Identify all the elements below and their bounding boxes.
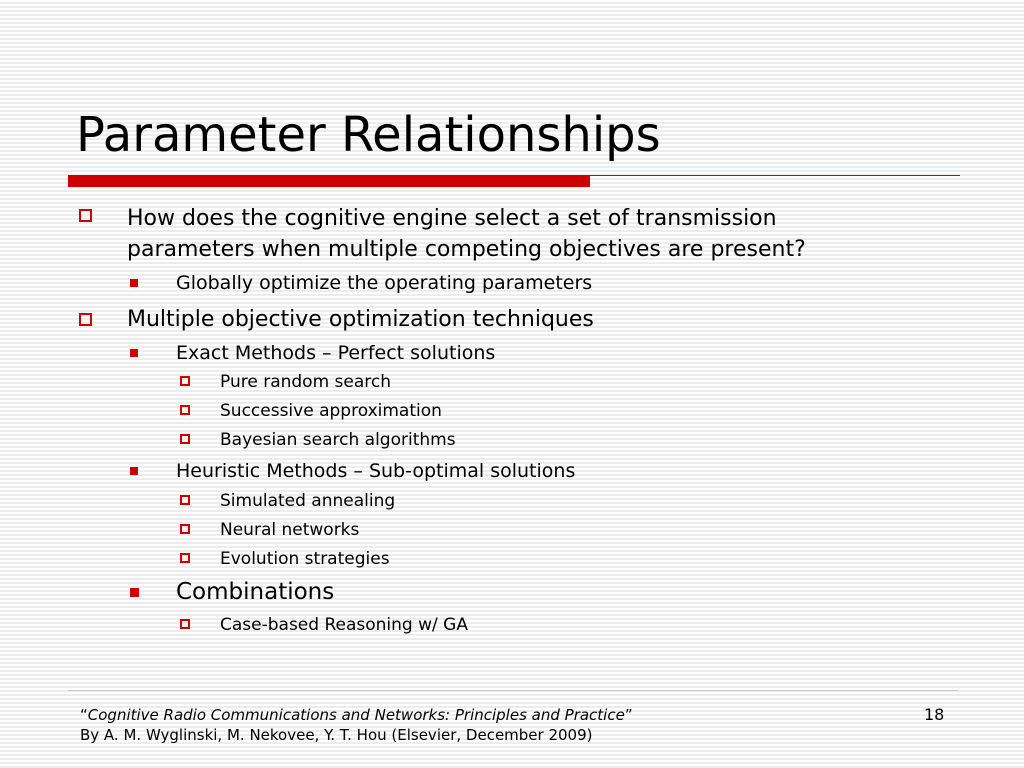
hollow-square-bullet-icon [180,619,190,629]
bullet-question [127,203,806,265]
hollow-square-bullet-icon [180,376,190,386]
solid-square-bullet-icon [130,588,139,597]
title-rule-thick [68,176,590,187]
footer-book-title-line [80,705,633,725]
solid-square-bullet-icon [130,467,138,475]
hollow-square-bullet-icon [79,209,92,222]
slide-title: Parameter Relationships [76,107,661,163]
solid-square-bullet-icon [130,279,138,287]
footer-authors: By A. M. Wyglinski, M. Nekovee, Y. T. Hou (Elsevier, December 2009) [80,726,593,744]
hollow-square-bullet-icon [180,495,190,505]
bullet-neural-networks: Neural networks [220,520,360,540]
quote-close: ” [624,706,633,724]
bullet-question-line1: How does the cognitive engine select a set of transmission [127,206,777,231]
quote-open: “ [80,706,88,724]
bullet-case-based-reasoning: Case-based Reasoning w/ GA [220,615,468,635]
bullet-multiple-objective: Multiple objective optimization techniques [127,307,594,332]
footer-rule [68,690,958,691]
hollow-square-bullet-icon [180,553,190,563]
bullet-question-line2: parameters when multiple competing objectives are present? [127,237,806,262]
hollow-square-bullet-icon [180,405,190,415]
bullet-bayesian-search: Bayesian search algorithms [220,430,456,450]
bullet-evolution-strategies: Evolution strategies [220,549,390,569]
bullet-successive-approximation: Successive approximation [220,401,442,421]
page-number: 18 [924,705,945,724]
hollow-square-bullet-icon [79,313,92,326]
bullet-pure-random-search: Pure random search [220,372,392,392]
solid-square-bullet-icon [130,349,138,357]
bullet-simulated-annealing: Simulated annealing [220,491,396,511]
footer-book-title: Cognitive Radio Communications and Networks: Principles and Practice [87,706,625,724]
hollow-square-bullet-icon [180,524,190,534]
bullet-exact-methods: Exact Methods – Perfect solutions [176,342,496,364]
footer-reference [80,705,633,745]
hollow-square-bullet-icon [180,434,190,444]
bullet-combinations: Combinations [176,579,335,605]
bullet-globally-optimize: Globally optimize the operating parameters [176,272,593,294]
bullet-heuristic-methods: Heuristic Methods – Sub-optimal solutions [176,460,576,482]
